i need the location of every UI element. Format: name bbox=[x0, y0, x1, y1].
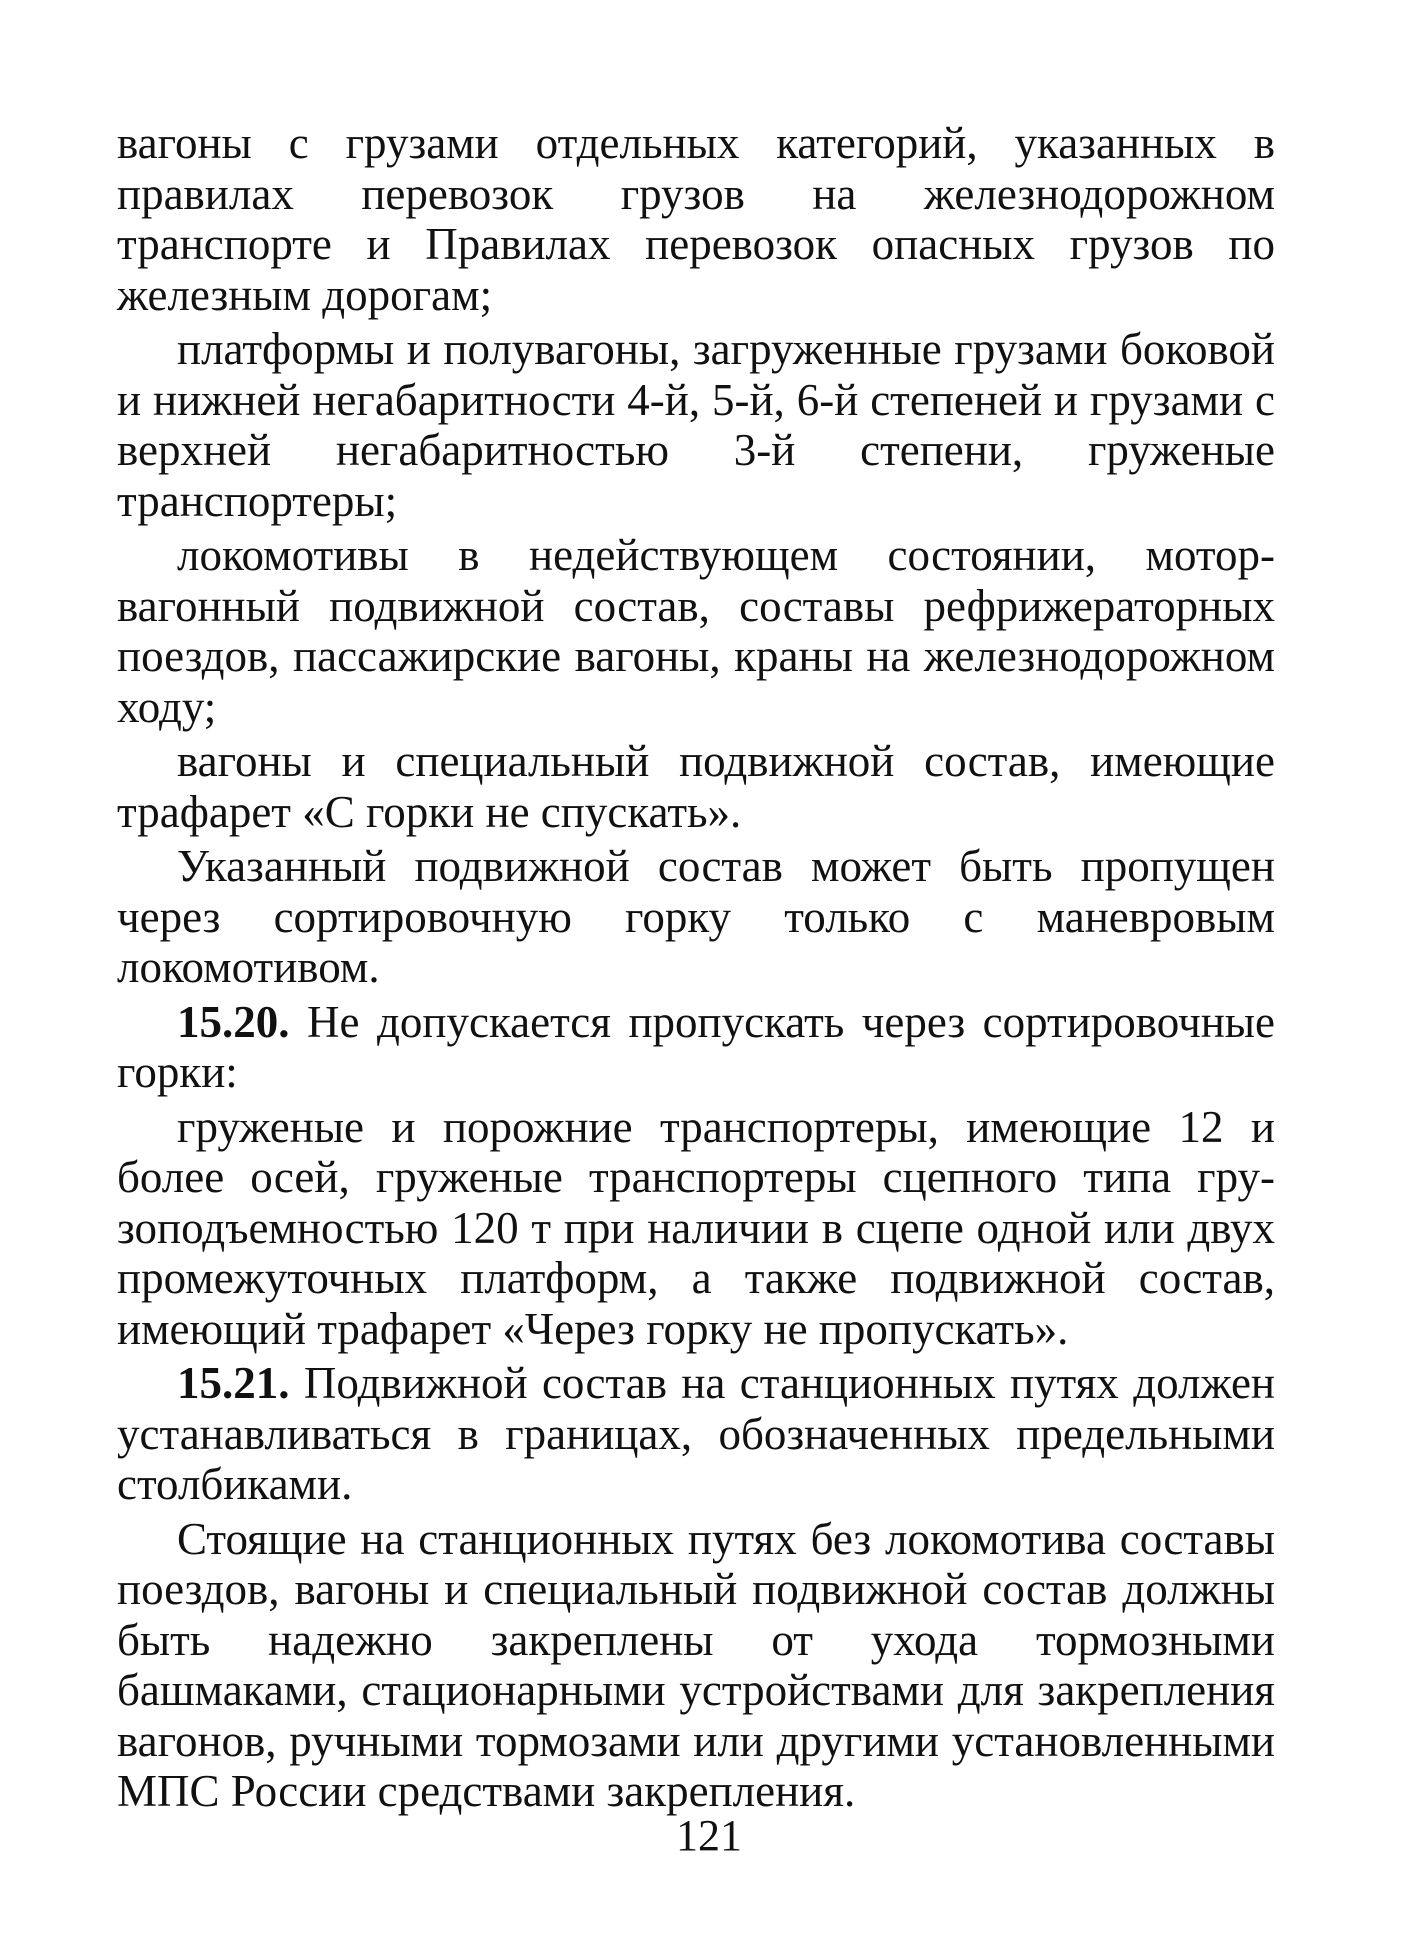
paragraph-2 bbox=[117, 324, 1275, 526]
paragraph-1 bbox=[117, 118, 1275, 320]
paragraph-text: вагоны с грузами отдельных категорий, указанных в правилах перевозок грузов на железнодорожном транспорте и Правилах перевозок опасных грузов по железным дорогам; bbox=[117, 118, 1275, 320]
paragraph-5 bbox=[117, 841, 1275, 993]
paragraph-text: груженые и порожние транспортеры, имеющие 12 и более осей, груженые транспортеры сцепного типа грузоподъемностью 120 т при наличии в сцепе одной или двух промежуточных платформ, а также подвижной состав, имеющий трафарет «Через горку не пропускать». bbox=[117, 1101, 1275, 1354]
paragraph-text: вагоны и специальный подвижной состав, имеющие трафарет «С горки не спускать». bbox=[117, 736, 1275, 837]
paragraph-text: платформы и полувагоны, загруженные грузами боковой и нижней негабаритности 4-й, 5-й, 6-й степеней и грузами с верхней негабаритностью 3-й степени, груженые транспортеры; bbox=[117, 324, 1275, 526]
paragraph-text: Указанный подвижной состав может быть пропущен через сортировочную горку только с маневровым локомотивом. bbox=[117, 841, 1275, 992]
paragraph-text: Не допускается пропускать через сортировочные горки: bbox=[117, 996, 1276, 1097]
page-body bbox=[117, 118, 1275, 1821]
section-number: 15.20. bbox=[177, 996, 290, 1047]
page-number: 121 bbox=[676, 1811, 742, 1860]
section-15-20 bbox=[117, 997, 1275, 1098]
section-15-21 bbox=[117, 1358, 1275, 1510]
paragraph-text: Стоящие на станционных путях без локомотива составы поездов, вагоны и специальный подвижной состав должны быть надежно закреплены от ухода тормозными башмаками, стационарными устройствами для закрепления вагонов, ручными тормозами или другими установленными МПС России средствами закрепления. bbox=[117, 1513, 1275, 1816]
paragraph-text: Подвижной состав на станционных путях должен устанавливаться в границах, обозначенных предельными столбиками. bbox=[117, 1358, 1276, 1509]
section-number: 15.21. bbox=[177, 1358, 290, 1408]
paragraph-text: локомотивы в недействующем состоянии, моторвагонный подвижной состав, составы рефрижераторных поездов, пассажирские вагоны, краны на железнодорожном ходу; bbox=[117, 530, 1275, 732]
paragraph-4 bbox=[117, 736, 1275, 837]
paragraph-9 bbox=[117, 1514, 1275, 1817]
paragraph-3 bbox=[117, 530, 1275, 732]
paragraph-7 bbox=[117, 1102, 1275, 1355]
